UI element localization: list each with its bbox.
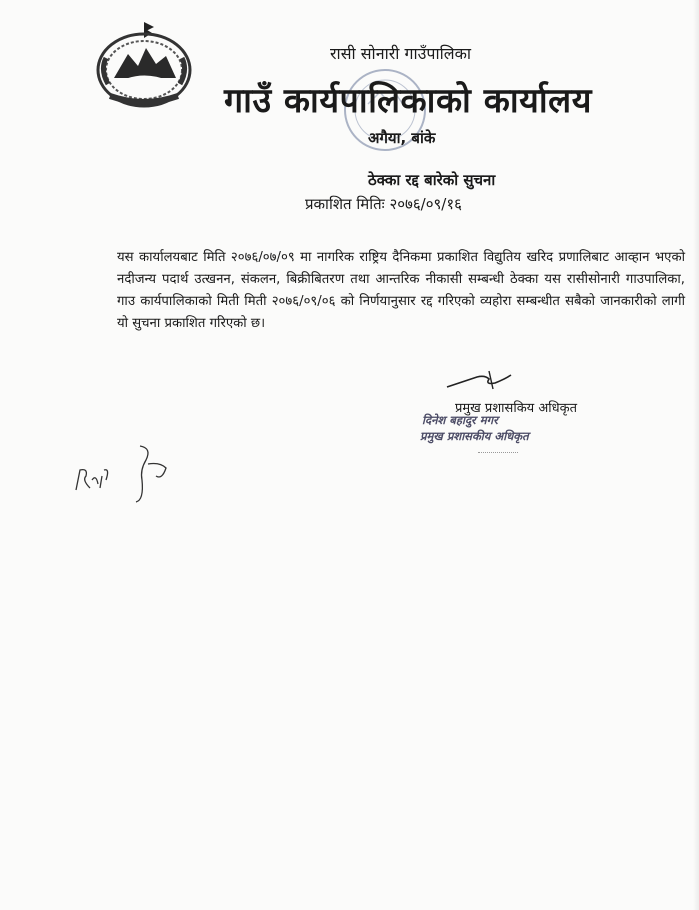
signatory-name: दिनेश बहादुर मगर	[422, 413, 498, 427]
published-date	[305, 194, 462, 214]
published-label: प्रकाशित मितिः	[305, 195, 385, 213]
handwritten-initials	[70, 440, 180, 510]
notice-title: ठेक्का रद्द बारेको सुचना	[368, 171, 496, 189]
office-title: गाउँ कार्यपालिकाको कार्यालय	[224, 81, 592, 121]
signatory-designation: प्रमुख प्रशासकिय अधिकृत	[455, 401, 578, 416]
office-address: अगैया, बांके	[368, 129, 436, 147]
page-edge-shadow	[693, 0, 699, 910]
notice-body: यस कार्यालयबाट मिति २०७६/०७/०९ मा नागरिक राष्ट्रिय दैनिकमा प्रकाशित विद्युतिय खरिद प्रणालिबाट आव्हान भएको नदीजन्य पदार्थ उत्खनन, संकलन, बिक्रीबितरण तथा आन्तरिक नीकासी सम्बन्धी ठेक्का यस रासीसोनारी गाउपालिका, गाउ कार्यपालिकाको मिती मिती २०७६/०९/०६ को निर्णयानुसार रद्द गरिएको व्यहोरा सम्बन्धीत सबैको जानकारीको लागी यो सुचना प्रकाशित गरिएको छ।	[117, 250, 685, 331]
nepal-emblem-icon	[92, 18, 196, 110]
signatory-post: प्रमुख प्रशासकीय अधिकृत	[420, 429, 529, 443]
municipality-name: रासी सोनारी गाउँपालिका	[330, 44, 472, 63]
signature-divider	[478, 452, 518, 453]
published-value: २०७६/०९/१६	[389, 195, 462, 213]
signature-mark	[445, 367, 517, 393]
